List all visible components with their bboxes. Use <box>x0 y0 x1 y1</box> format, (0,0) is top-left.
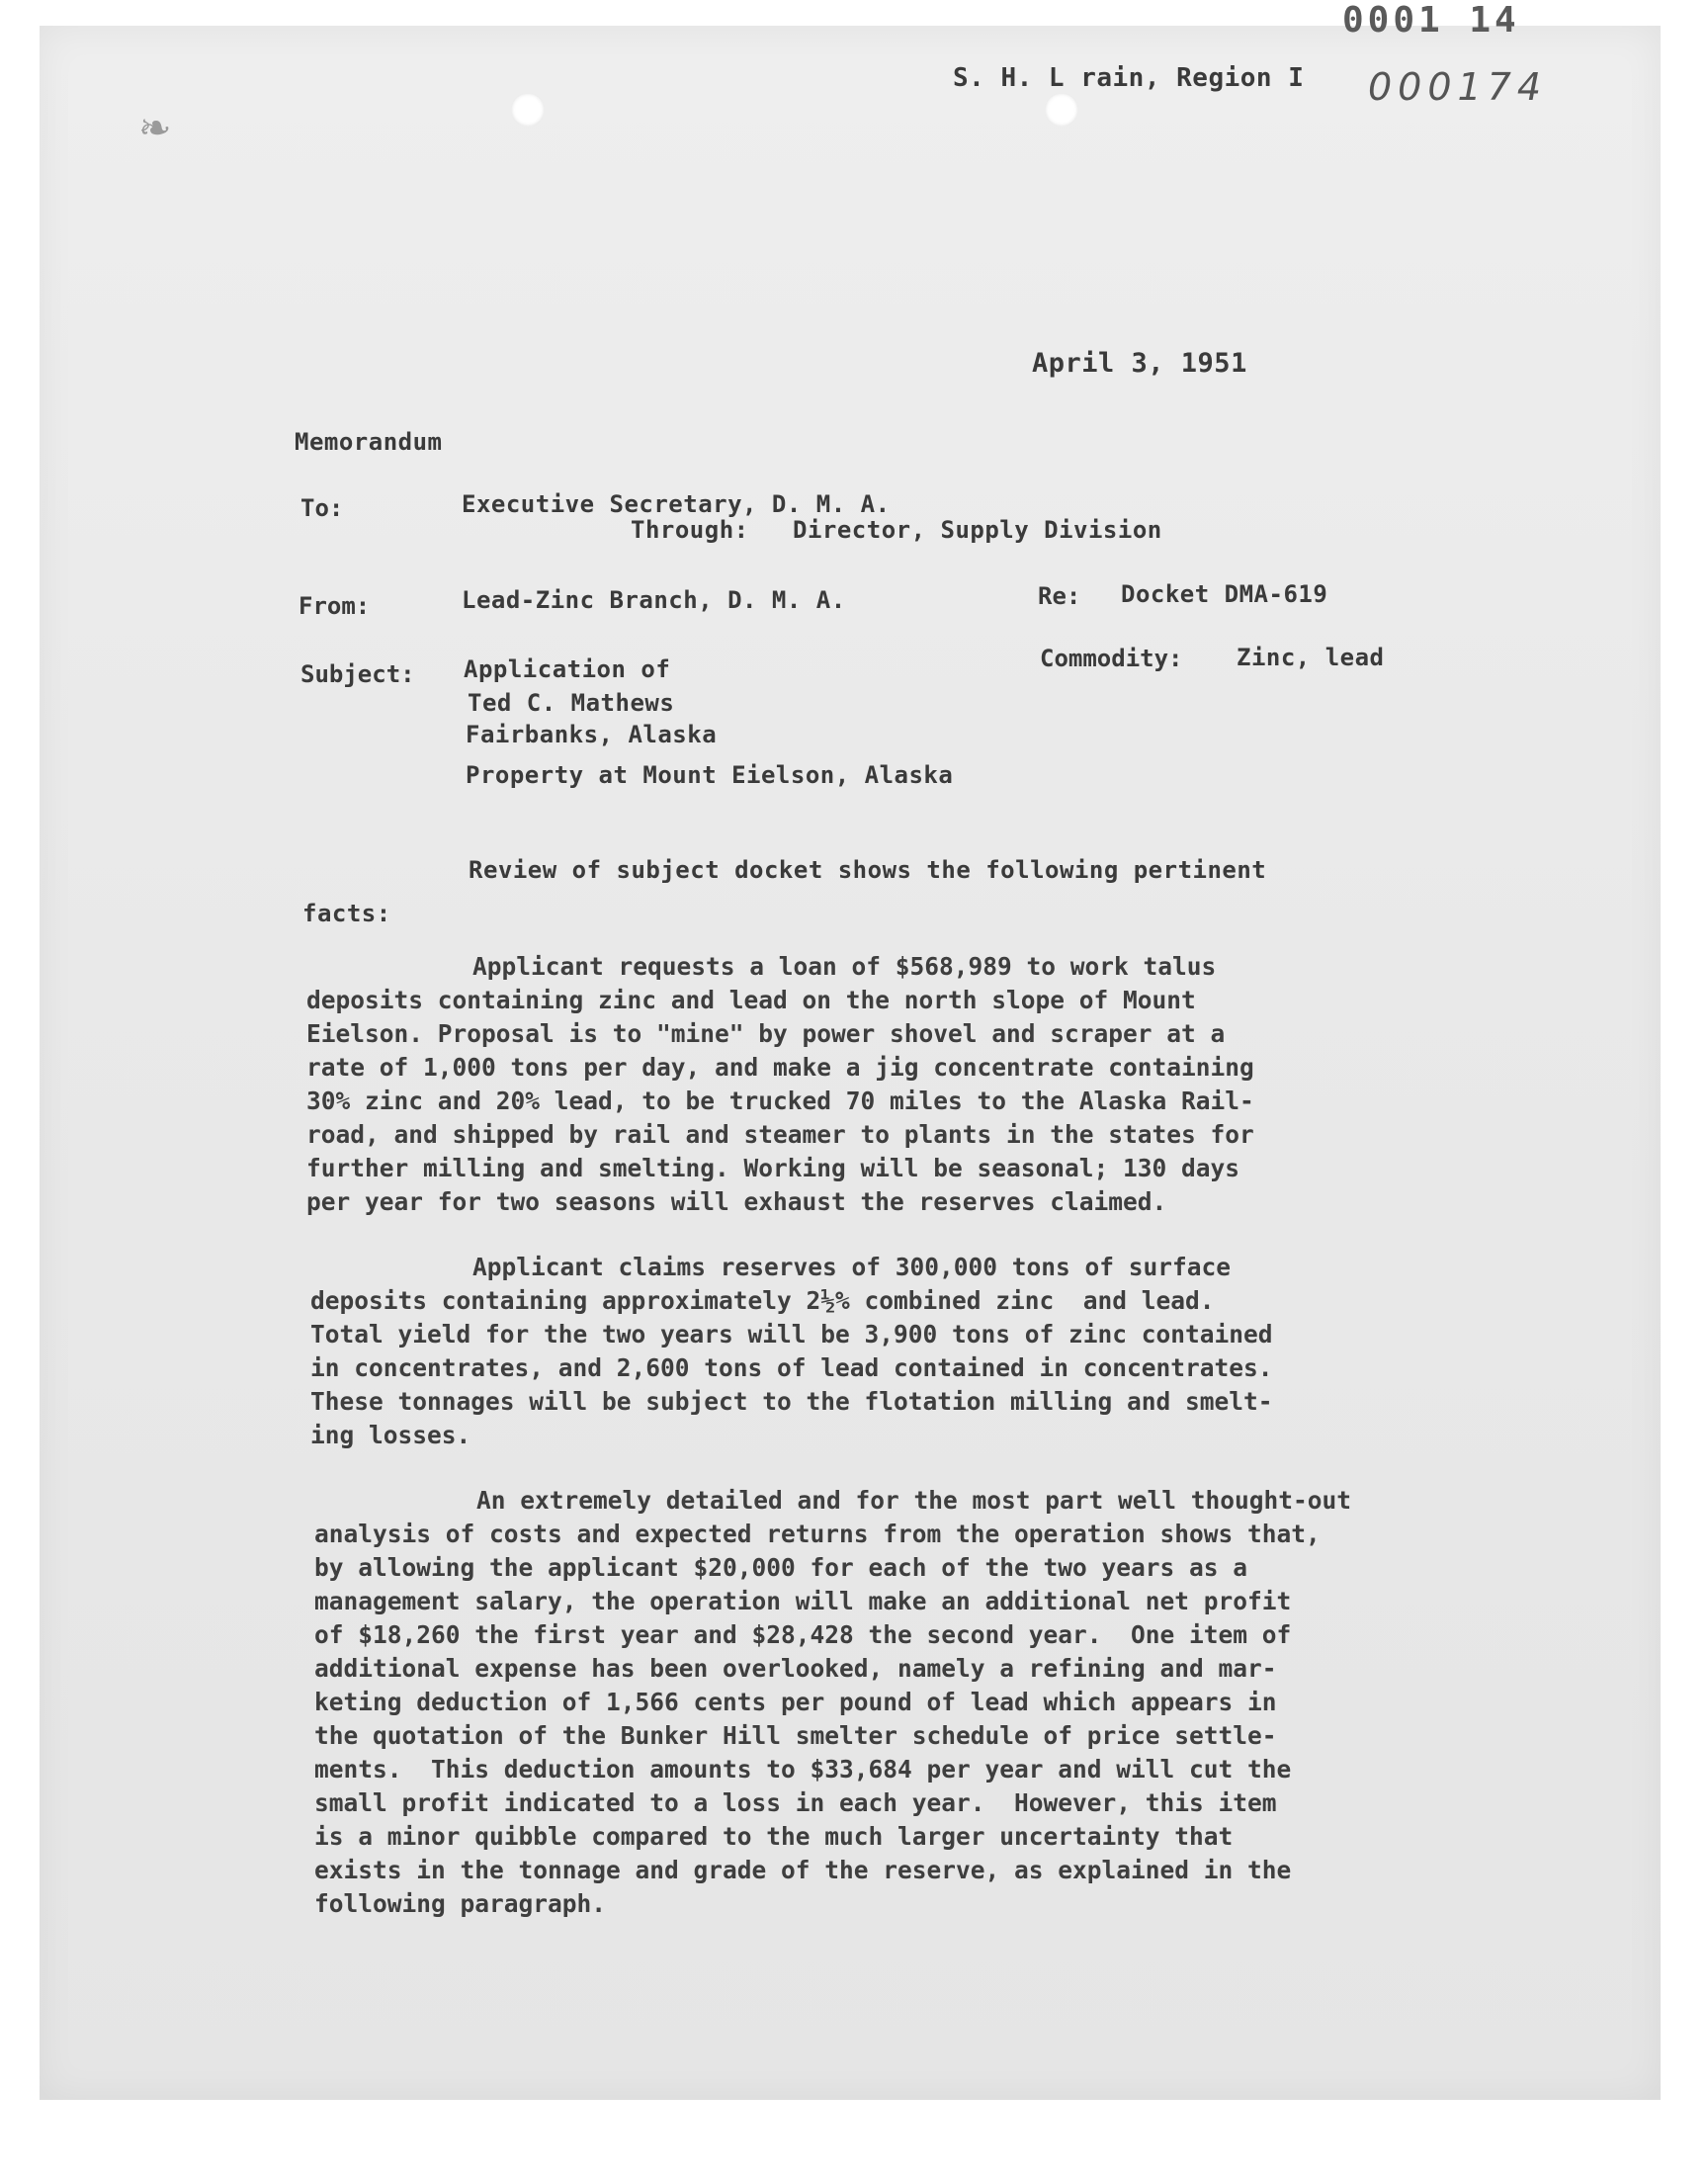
punch-hole-right <box>1045 93 1078 127</box>
ink-smudge-mark: ❧ <box>138 106 172 151</box>
subject-line-3: Fairbanks, Alaska <box>466 721 718 748</box>
paragraph-line: analysis of costs and expected returns from the operation shows that, <box>314 1520 1321 1548</box>
intro-line-1: Review of subject docket shows the following pertinent <box>469 856 1267 884</box>
page-stamp: 0001 14 <box>1342 0 1520 41</box>
paragraph-line: following paragraph. <box>314 1889 607 1918</box>
paragraph-cost-analysis <box>314 1484 1351 1921</box>
paragraph-line: is a minor quibble compared to the much larger uncertainty that <box>314 1822 1234 1851</box>
paragraph-line: exists in the tonnage and grade of the reserve, as explained in the <box>314 1856 1292 1884</box>
subject-label: Subject: <box>300 660 415 688</box>
doc-type: Memorandum <box>295 428 443 456</box>
paragraph-line: by allowing the applicant $20,000 for each of the two years as a <box>314 1553 1248 1582</box>
commodity-label: Commodity: <box>1040 645 1183 672</box>
subject-line-1: Application of <box>464 655 671 683</box>
to-label: To: <box>300 494 344 522</box>
paragraph-line: rate of 1,000 tons per day, and make a jig concentrate containing <box>306 1053 1254 1082</box>
paragraph-line: deposits containing approximately 2½% combined zinc and lead. <box>310 1286 1215 1315</box>
paragraph-line: management salary, the operation will make an additional net profit <box>314 1587 1292 1615</box>
from-value: Lead-Zinc Branch, D. M. A. <box>462 586 846 614</box>
paragraph-line: of $18,260 the first year and $28,428 the second year. One item of <box>314 1620 1292 1649</box>
through-label: Through: <box>631 516 749 544</box>
paragraph-line: small profit indicated to a loss in each year. However, this item <box>314 1788 1277 1817</box>
punch-hole-left <box>511 93 545 127</box>
re-value: Docket DMA-619 <box>1121 580 1328 608</box>
paragraph-line: Applicant requests a loan of $568,989 to work talus <box>472 952 1217 981</box>
routing-line: S. H. L rain, Region I <box>953 63 1305 93</box>
paragraph-line: Eielson. Proposal is to "mine" by power shovel and scraper at a <box>306 1019 1226 1048</box>
commodity-value: Zinc, lead <box>1237 644 1385 671</box>
paragraph-line: An extremely detailed and for the most part well thought-out <box>476 1486 1352 1515</box>
paragraph-loan-request <box>306 950 1254 1219</box>
paragraph-line: ing losses. <box>310 1421 471 1449</box>
subject-line-4: Property at Mount Eielson, Alaska <box>466 761 954 789</box>
paragraph-reserves <box>310 1251 1273 1452</box>
paragraph-line: ments. This deduction amounts to $33,684 per year and will cut the <box>314 1755 1292 1784</box>
paragraph-line: additional expense has been overlooked, namely a refining and mar- <box>314 1654 1277 1683</box>
paragraph-line: road, and shipped by rail and steamer to plants in the states for <box>306 1120 1254 1149</box>
intro-line-2: facts: <box>302 900 391 927</box>
paragraph-line: 30% zinc and 20% lead, to be trucked 70 miles to the Alaska Rail- <box>306 1087 1254 1115</box>
memo-date: April 3, 1951 <box>1032 348 1247 379</box>
subject-line-2: Ted C. Mathews <box>468 689 675 717</box>
paragraph-line: per year for two seasons will exhaust the reserves claimed. <box>306 1187 1167 1216</box>
paragraph-line: Applicant claims reserves of 300,000 tons of surface <box>472 1253 1232 1281</box>
paragraph-line: These tonnages will be subject to the flotation milling and smelt- <box>310 1387 1273 1416</box>
paragraph-line: keting deduction of 1,566 cents per pound of lead which appears in <box>314 1688 1277 1716</box>
handwritten-page-number: 000174 <box>1368 65 1548 109</box>
to-value: Executive Secretary, D. M. A. <box>462 490 891 518</box>
paragraph-line: deposits containing zinc and lead on the north slope of Mount <box>306 986 1196 1014</box>
paragraph-line: in concentrates, and 2,600 tons of lead contained in concentrates. <box>310 1353 1273 1382</box>
re-label: Re: <box>1038 582 1081 610</box>
paragraph-line: the quotation of the Bunker Hill smelter schedule of price settle- <box>314 1721 1277 1750</box>
paragraph-line: further milling and smelting. Working will be seasonal; 130 days <box>306 1154 1240 1182</box>
through-value: Director, Supply Division <box>793 516 1162 544</box>
from-label: From: <box>299 592 371 620</box>
paragraph-line: Total yield for the two years will be 3,900 tons of zinc contained <box>310 1320 1273 1348</box>
